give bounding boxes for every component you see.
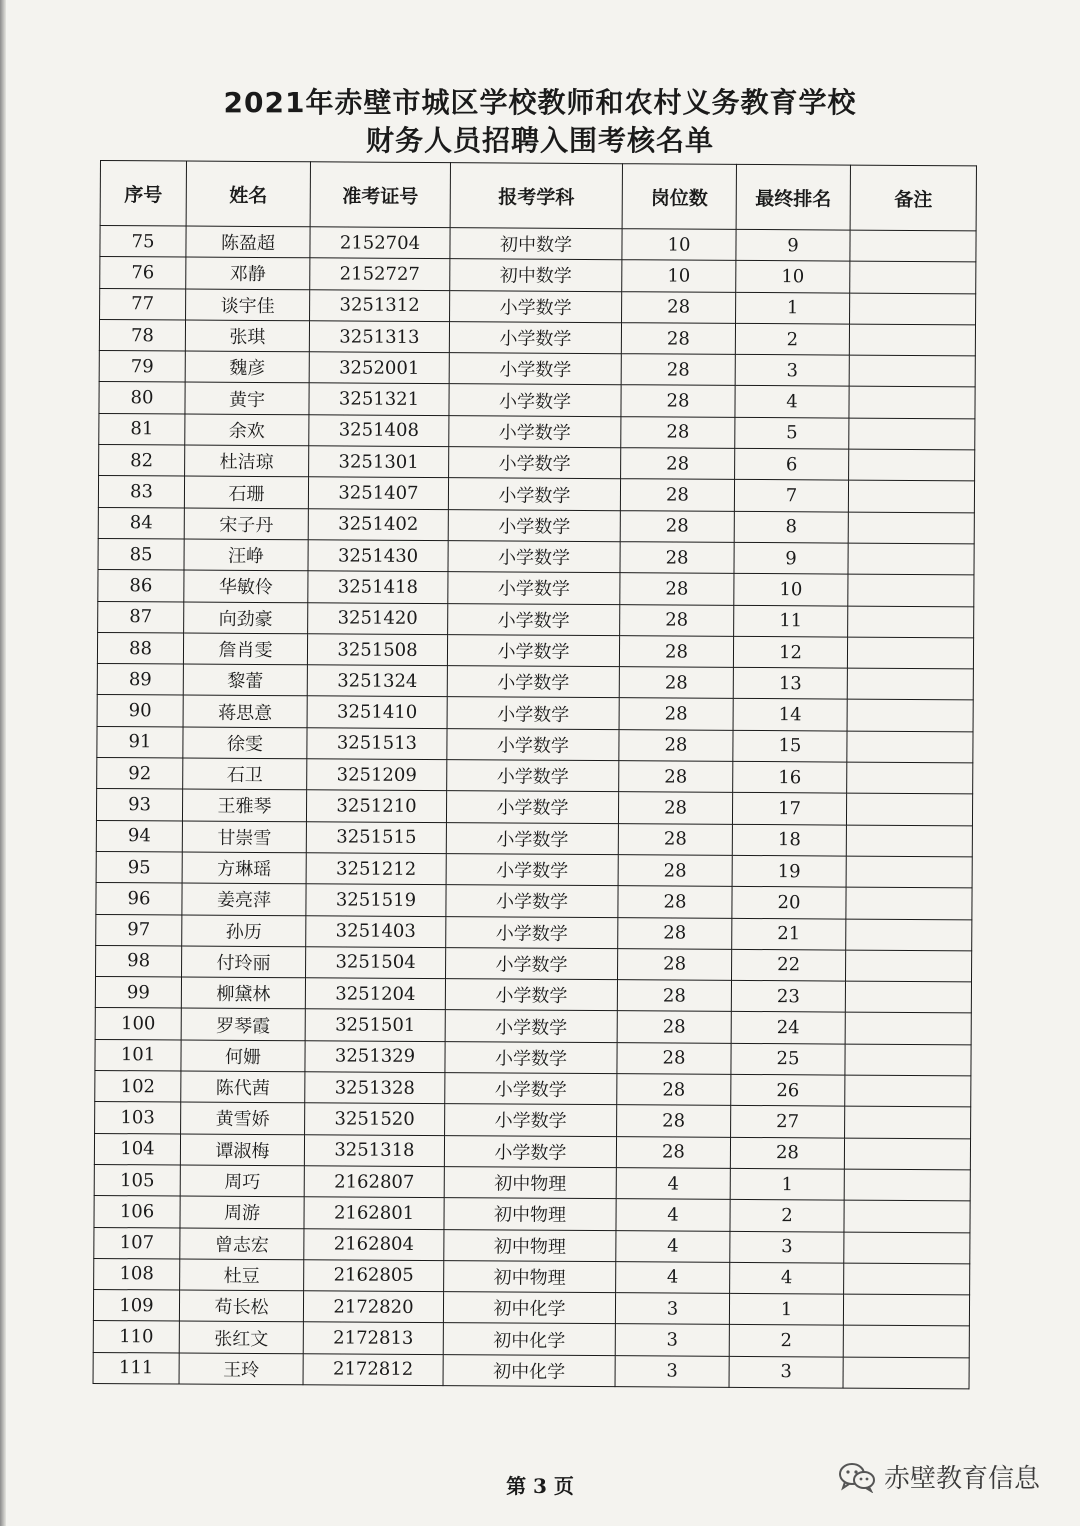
cell-subject: 初中化学 [443, 1354, 615, 1386]
cell-final-rank: 3 [735, 355, 849, 387]
cell-exam-id: 3251324 [307, 665, 447, 697]
cell-index: 98 [96, 945, 182, 977]
cell-subject: 初中数学 [450, 228, 622, 260]
cell-name: 杜豆 [180, 1259, 304, 1291]
cell-final-rank: 11 [734, 605, 848, 637]
cell-subject: 小学数学 [445, 979, 617, 1011]
cell-name: 黄宇 [185, 383, 309, 415]
cell-exam-id: 3251408 [309, 415, 449, 447]
cell-name: 杜洁琼 [185, 445, 309, 477]
cell-positions: 10 [622, 260, 736, 292]
cell-subject: 小学数学 [448, 509, 620, 541]
cell-name: 罗琴霞 [181, 1008, 305, 1040]
cell-subject: 小学数学 [445, 1041, 617, 1073]
page-edge [0, 0, 6, 1526]
cell-final-rank: 1 [730, 1168, 844, 1200]
cell-subject: 小学数学 [446, 947, 618, 979]
cell-remarks [843, 1294, 969, 1326]
cell-index: 103 [95, 1102, 181, 1134]
document-title [0, 84, 1080, 160]
cell-subject: 小学数学 [447, 634, 619, 666]
cell-positions: 28 [621, 385, 735, 417]
header-name: 姓名 [186, 161, 310, 227]
cell-index: 92 [97, 758, 183, 790]
cell-positions: 28 [622, 291, 736, 323]
cell-index: 80 [99, 382, 185, 414]
cell-remarks [850, 261, 976, 293]
cell-final-rank: 6 [735, 448, 849, 480]
cell-name: 苟长松 [179, 1290, 303, 1322]
cell-index: 105 [94, 1164, 180, 1196]
cell-name: 张琪 [185, 320, 309, 352]
cell-subject: 初中物理 [444, 1260, 616, 1292]
cell-exam-id: 2152727 [310, 258, 450, 290]
cell-name: 石卫 [183, 758, 307, 790]
cell-remarks [846, 919, 972, 951]
cell-positions: 4 [616, 1199, 730, 1231]
cell-positions: 28 [621, 354, 735, 386]
cell-index: 104 [94, 1133, 180, 1165]
cell-exam-id: 3251403 [306, 915, 446, 947]
cell-subject: 小学数学 [449, 322, 621, 354]
cell-final-rank: 8 [734, 511, 848, 543]
cell-positions: 28 [619, 698, 733, 730]
cell-remarks [848, 480, 974, 512]
cell-subject: 小学数学 [446, 885, 618, 917]
cell-exam-id: 3251519 [306, 884, 446, 916]
cell-final-rank: 13 [733, 668, 847, 700]
table-row [93, 1352, 969, 1389]
cell-final-rank: 25 [731, 1043, 845, 1075]
cell-subject: 小学数学 [448, 541, 620, 573]
cell-remarks [848, 512, 974, 544]
cell-final-rank: 15 [733, 730, 847, 762]
cell-final-rank: 28 [730, 1137, 844, 1169]
cell-index: 90 [97, 695, 183, 727]
cell-subject: 小学数学 [444, 1135, 616, 1167]
cell-exam-id: 3251210 [306, 790, 446, 822]
cell-exam-id: 3251209 [307, 759, 447, 791]
cell-subject: 小学数学 [448, 478, 620, 510]
cell-name: 余欢 [185, 414, 309, 446]
cell-positions: 28 [621, 323, 735, 355]
cell-positions: 28 [619, 636, 733, 668]
header-exam-id: 准考证号 [310, 162, 450, 228]
cell-remarks [847, 762, 973, 794]
cell-positions: 3 [615, 1324, 729, 1356]
cell-remarks [848, 543, 974, 575]
cell-remarks [847, 700, 973, 732]
header-positions: 岗位数 [622, 164, 736, 230]
cell-final-rank: 21 [732, 918, 846, 950]
cell-subject: 小学数学 [446, 822, 618, 854]
cell-final-rank: 14 [733, 699, 847, 731]
cell-positions: 28 [618, 917, 732, 949]
cell-name: 黄雪娇 [181, 1102, 305, 1134]
cell-name: 蒋思意 [183, 695, 307, 727]
cell-remarks [845, 1106, 971, 1138]
cell-final-rank: 1 [736, 292, 850, 324]
cell-name: 宋子丹 [184, 508, 308, 540]
cell-subject: 小学数学 [449, 447, 621, 479]
cell-remarks [844, 1138, 970, 1170]
cell-final-rank: 17 [732, 793, 846, 825]
cell-remarks [849, 324, 975, 356]
cell-index: 86 [98, 570, 184, 602]
cell-positions: 28 [618, 855, 732, 887]
cell-name: 黎蕾 [183, 664, 307, 696]
header-index: 序号 [100, 161, 186, 227]
cell-positions: 4 [616, 1168, 730, 1200]
cell-remarks [847, 668, 973, 700]
cell-index: 77 [100, 288, 186, 320]
cell-index: 101 [95, 1039, 181, 1071]
cell-remarks [845, 1012, 971, 1044]
cell-index: 107 [94, 1227, 180, 1259]
cell-subject: 小学数学 [445, 1073, 617, 1105]
cell-final-rank: 4 [735, 386, 849, 418]
cell-final-rank: 1 [729, 1293, 843, 1325]
cell-name: 华敏伶 [184, 570, 308, 602]
cell-index: 89 [97, 664, 183, 696]
cell-final-rank: 2 [735, 323, 849, 355]
cell-index: 102 [95, 1071, 181, 1103]
cell-index: 83 [98, 476, 184, 508]
cell-exam-id: 2172820 [303, 1291, 443, 1323]
cell-remarks [849, 449, 975, 481]
cell-remarks [843, 1325, 969, 1357]
cell-name: 谭淑梅 [180, 1134, 304, 1166]
cell-final-rank: 26 [731, 1074, 845, 1106]
cell-exam-id: 3251520 [305, 1103, 445, 1135]
cell-final-rank: 27 [731, 1106, 845, 1138]
cell-exam-id: 3251407 [308, 477, 448, 509]
cell-name: 向劲豪 [184, 602, 308, 634]
cell-index: 96 [96, 883, 182, 915]
cell-subject: 小学数学 [447, 697, 619, 729]
cell-positions: 28 [620, 573, 734, 605]
cell-index: 75 [100, 226, 186, 258]
cell-subject: 小学数学 [447, 760, 619, 792]
cell-remarks [843, 1357, 969, 1389]
cell-final-rank: 9 [734, 542, 848, 574]
cell-exam-id: 2172812 [303, 1353, 443, 1385]
cell-exam-id: 3251313 [309, 321, 449, 353]
watermark-text: 赤壁教育信息 [884, 1464, 1041, 1494]
cell-name: 王雅琴 [182, 789, 306, 821]
cell-remarks [844, 1200, 970, 1232]
cell-name: 陈盈超 [186, 226, 310, 258]
cell-index: 85 [98, 538, 184, 570]
cell-exam-id: 3251430 [308, 540, 448, 572]
cell-name: 谈宇佳 [186, 289, 310, 321]
cell-name: 张红文 [179, 1321, 303, 1353]
title-line-1: 2021年赤壁市城区学校教师和农村义务教育学校 [223, 86, 857, 119]
cell-exam-id: 3251501 [305, 1009, 445, 1041]
cell-positions: 28 [620, 542, 734, 574]
cell-final-rank: 2 [729, 1325, 843, 1357]
cell-remarks [850, 230, 976, 262]
cell-final-rank: 2 [730, 1200, 844, 1232]
cell-positions: 28 [620, 604, 734, 636]
wechat-icon [838, 1461, 876, 1493]
cell-index: 93 [96, 789, 182, 821]
table-header [100, 161, 976, 231]
cell-exam-id: 3251504 [306, 947, 446, 979]
cell-exam-id: 3251410 [307, 696, 447, 728]
cell-name: 徐雯 [183, 727, 307, 759]
cell-name: 姜亮萍 [182, 883, 306, 915]
header-subject: 报考学科 [450, 163, 622, 229]
cell-name: 王玲 [179, 1353, 303, 1385]
cell-name: 周巧 [180, 1165, 304, 1197]
cell-name: 魏彦 [185, 351, 309, 383]
cell-final-rank: 9 [736, 229, 850, 261]
cell-remarks [849, 418, 975, 450]
cell-index: 106 [94, 1196, 180, 1228]
cell-final-rank: 4 [730, 1262, 844, 1294]
cell-remarks [845, 1075, 971, 1107]
cell-exam-id: 2162805 [304, 1260, 444, 1292]
cell-exam-id: 2162807 [304, 1166, 444, 1198]
cell-exam-id: 3251513 [307, 728, 447, 760]
cell-positions: 28 [617, 1105, 731, 1137]
cell-positions: 28 [620, 510, 734, 542]
cell-name: 何姗 [181, 1040, 305, 1072]
cell-subject: 小学数学 [448, 603, 620, 635]
cell-exam-id: 3251204 [305, 978, 445, 1010]
cell-positions: 28 [621, 448, 735, 480]
cell-remarks [845, 981, 971, 1013]
cell-exam-id: 3251321 [309, 383, 449, 415]
cell-subject: 初中化学 [443, 1323, 615, 1355]
cell-final-rank: 3 [730, 1231, 844, 1263]
cell-name: 周游 [180, 1196, 304, 1228]
cell-index: 76 [100, 257, 186, 289]
cell-exam-id: 2152704 [310, 227, 450, 259]
cell-positions: 28 [619, 761, 733, 793]
cell-name: 曾志宏 [180, 1228, 304, 1260]
cell-final-rank: 24 [731, 1012, 845, 1044]
cell-index: 94 [96, 820, 182, 852]
cell-index: 97 [96, 914, 182, 946]
cell-final-rank: 23 [731, 980, 845, 1012]
header-final-rank: 最终排名 [736, 164, 850, 230]
cell-subject: 小学数学 [446, 916, 618, 948]
cell-positions: 28 [621, 416, 735, 448]
cell-positions: 3 [615, 1355, 729, 1387]
cell-exam-id: 3251418 [308, 571, 448, 603]
cell-subject: 小学数学 [449, 353, 621, 385]
cell-positions: 28 [618, 949, 732, 981]
cell-final-rank: 16 [733, 761, 847, 793]
cell-remarks [846, 887, 972, 919]
cell-index: 84 [98, 507, 184, 539]
cell-final-rank: 5 [735, 417, 849, 449]
cell-positions: 28 [617, 1074, 731, 1106]
cell-subject: 初中化学 [443, 1292, 615, 1324]
cell-name: 石珊 [184, 476, 308, 508]
cell-subject: 小学数学 [447, 728, 619, 760]
cell-remarks [844, 1232, 970, 1264]
cell-exam-id: 3251328 [305, 1072, 445, 1104]
cell-index: 78 [99, 319, 185, 351]
cell-name: 邓静 [186, 257, 310, 289]
cell-remarks [849, 387, 975, 419]
cell-exam-id: 3251212 [306, 853, 446, 885]
table-body [93, 226, 976, 1389]
cell-exam-id: 2172813 [303, 1322, 443, 1354]
cell-positions: 28 [619, 667, 733, 699]
cell-remarks [844, 1169, 970, 1201]
cell-subject: 小学数学 [446, 791, 618, 823]
cell-final-rank: 3 [729, 1356, 843, 1388]
cell-subject: 初中数学 [450, 259, 622, 291]
cell-final-rank: 18 [732, 824, 846, 856]
cell-positions: 28 [617, 1042, 731, 1074]
cell-positions: 10 [622, 229, 736, 261]
header-remarks: 备注 [850, 165, 976, 231]
cell-positions: 28 [617, 1011, 731, 1043]
cell-name: 方琳瑶 [182, 852, 306, 884]
cell-remarks [847, 637, 973, 669]
cell-remarks [846, 793, 972, 825]
cell-index: 79 [99, 351, 185, 383]
cell-remarks [847, 731, 973, 763]
cell-name: 柳黛林 [181, 977, 305, 1009]
page-number: 第 3 页 [506, 1474, 574, 1498]
cell-positions: 4 [616, 1261, 730, 1293]
cell-name: 甘崇雪 [182, 821, 306, 853]
cell-index: 87 [98, 601, 184, 633]
cell-final-rank: 20 [732, 887, 846, 919]
cell-name: 付玲丽 [182, 946, 306, 978]
cell-subject: 小学数学 [450, 290, 622, 322]
cell-subject: 小学数学 [446, 854, 618, 886]
cell-exam-id: 3251301 [309, 446, 449, 478]
cell-exam-id: 3251329 [305, 1040, 445, 1072]
cell-remarks [845, 950, 971, 982]
cell-remarks [848, 606, 974, 638]
cell-remarks [846, 856, 972, 888]
cell-remarks [849, 355, 975, 387]
title-line-2: 财务人员招聘入围考核名单 [365, 124, 714, 157]
watermark [838, 1458, 1040, 1495]
cell-exam-id: 3251402 [308, 508, 448, 540]
cell-name: 孙历 [182, 915, 306, 947]
cell-index: 108 [94, 1258, 180, 1290]
cell-positions: 28 [618, 792, 732, 824]
cell-final-rank: 10 [736, 261, 850, 293]
cell-index: 88 [97, 632, 183, 664]
header-row [100, 161, 976, 231]
cell-index: 111 [93, 1352, 179, 1384]
cell-remarks [850, 293, 976, 325]
cell-exam-id: 3251420 [308, 602, 448, 634]
cell-exam-id: 3251515 [306, 821, 446, 853]
cell-positions: 28 [616, 1136, 730, 1168]
cell-name: 詹肖雯 [183, 633, 307, 665]
cell-exam-id: 3251508 [307, 634, 447, 666]
cell-exam-id: 3251318 [304, 1134, 444, 1166]
cell-positions: 4 [616, 1230, 730, 1262]
cell-remarks [845, 1044, 971, 1076]
cell-name: 汪峥 [184, 539, 308, 571]
cell-positions: 28 [618, 886, 732, 918]
cell-subject: 初中物理 [444, 1229, 616, 1261]
cell-final-rank: 10 [734, 574, 848, 606]
cell-name: 陈代茜 [181, 1071, 305, 1103]
cell-subject: 小学数学 [445, 1104, 617, 1136]
cell-subject: 小学数学 [448, 572, 620, 604]
cell-remarks [844, 1263, 970, 1295]
cell-remarks [846, 825, 972, 857]
cell-index: 99 [95, 977, 181, 1009]
cell-positions: 28 [617, 980, 731, 1012]
cell-remarks [848, 574, 974, 606]
cell-final-rank: 12 [733, 636, 847, 668]
cell-final-rank: 7 [734, 480, 848, 512]
cell-subject: 小学数学 [445, 1010, 617, 1042]
cell-final-rank: 22 [731, 949, 845, 981]
cell-exam-id: 3252001 [309, 352, 449, 384]
cell-positions: 28 [620, 479, 734, 511]
cell-exam-id: 2162801 [304, 1197, 444, 1229]
cell-subject: 小学数学 [449, 415, 621, 447]
cell-positions: 28 [618, 823, 732, 855]
cell-exam-id: 3251312 [310, 289, 450, 321]
cell-subject: 初中物理 [444, 1167, 616, 1199]
cell-positions: 3 [615, 1293, 729, 1325]
candidate-table [93, 160, 977, 1389]
cell-subject: 小学数学 [449, 384, 621, 416]
cell-subject: 小学数学 [447, 666, 619, 698]
cell-index: 95 [96, 851, 182, 883]
cell-index: 110 [93, 1321, 179, 1353]
cell-index: 109 [93, 1290, 179, 1322]
cell-final-rank: 19 [732, 855, 846, 887]
cell-index: 100 [95, 1008, 181, 1040]
cell-positions: 28 [619, 729, 733, 761]
cell-exam-id: 2162804 [304, 1228, 444, 1260]
cell-index: 81 [99, 413, 185, 445]
cell-index: 91 [97, 726, 183, 758]
cell-index: 82 [99, 445, 185, 477]
cell-subject: 初中物理 [444, 1198, 616, 1230]
